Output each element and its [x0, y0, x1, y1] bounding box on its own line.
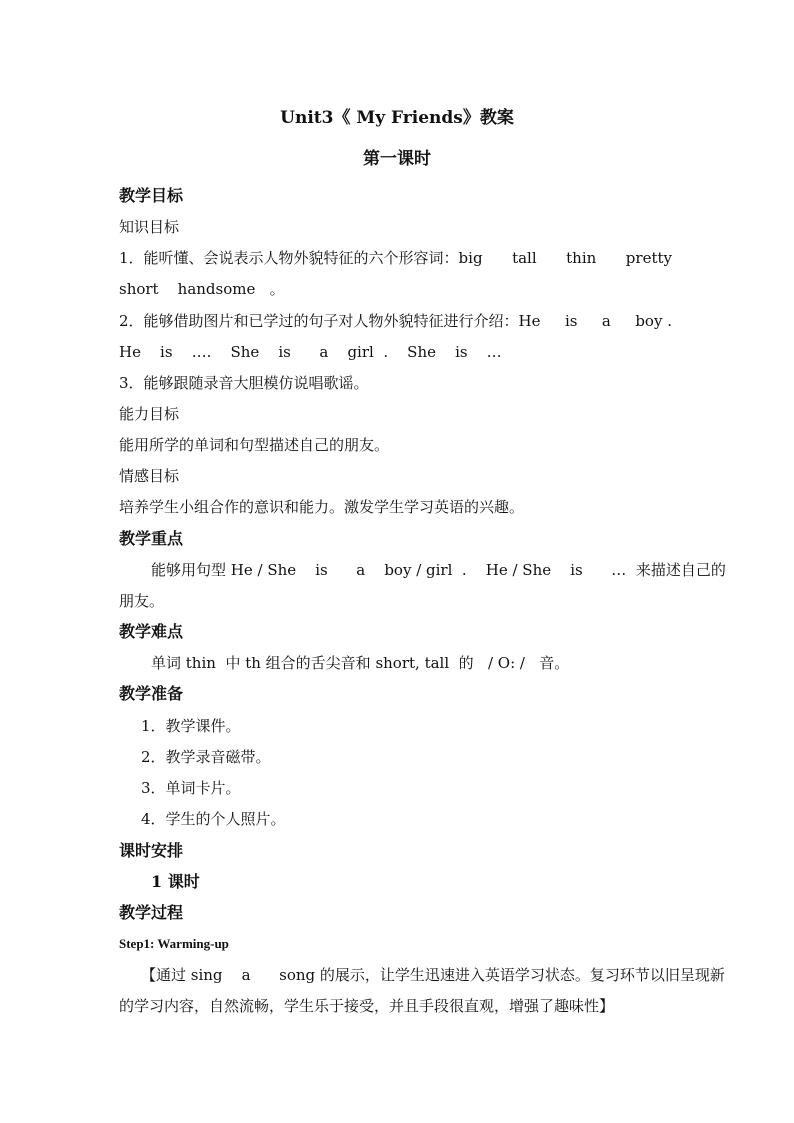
- step1-heading: Step1: Warming-up: [119, 936, 229, 951]
- step1-note-line2: 的学习内容，自然流畅，学生乐于接受，并且手段很直观，增强了趣味性】: [119, 997, 615, 1015]
- emotion-heading: 情感目标: [119, 467, 180, 485]
- document-title: Unit3《 My Friends》教案: [280, 108, 514, 128]
- knowledge-item-3: 3．能够跟随录音大胆模仿说唱歌谣。: [119, 374, 369, 392]
- ability-heading: 能力目标: [119, 405, 180, 423]
- goals-heading: 教学目标: [119, 186, 184, 205]
- knowledge-item-2-line1: [119, 311, 672, 331]
- key-points-line1: 能够用句型 He / She is a boy / girl . He / She is … 来描述自己的: [151, 561, 726, 579]
- ability-text: 能用所学的单词和句型描述自己的朋友。: [119, 436, 390, 454]
- schedule-text: 1 课时: [151, 872, 200, 891]
- preparation-item: 1．教学课件。: [141, 717, 241, 735]
- preparation-item: 2．教学录音磁带。: [141, 748, 271, 766]
- k1-word: thin: [566, 249, 597, 267]
- k1-word: 1．能听懂、会说表示人物外貌特征的六个形容词：big: [119, 249, 483, 267]
- k2-word: 2．能够借助图片和已学过的句子对人物外貌特征进行介绍：He: [119, 312, 541, 330]
- schedule-heading: 课时安排: [119, 841, 184, 860]
- difficulties-text: 单词 thin 中 th 组合的舌尖音和 short, tall 的 / O: / 音。: [151, 654, 570, 672]
- key-points-heading: 教学重点: [119, 529, 184, 548]
- k2-word: is: [564, 312, 578, 330]
- knowledge-item-2-line2: He is …. She is a girl . She is …: [119, 343, 502, 361]
- step1-note-line1: 【通过 sing a song 的展示，让学生迅速进入英语学习状态。复习环节以旧呈现新: [141, 966, 725, 984]
- emotion-text: 培养学生小组合作的意识和能力。激发学生学习英语的兴趣。: [119, 498, 525, 516]
- k1-word: tall: [512, 249, 537, 267]
- k1-word: pretty: [625, 249, 672, 267]
- preparation-heading: 教学准备: [119, 684, 184, 703]
- preparation-item: 3．单词卡片。: [141, 779, 241, 797]
- preparation-item: 4．学生的个人照片。: [141, 810, 286, 828]
- knowledge-heading: 知识目标: [119, 218, 180, 236]
- difficulties-heading: 教学难点: [119, 622, 184, 641]
- knowledge-item-1-line1: [119, 248, 672, 268]
- lesson-subtitle: 第一课时: [363, 149, 431, 169]
- k2-word: boy .: [635, 312, 672, 330]
- knowledge-item-1-line2: short handsome 。: [119, 280, 285, 298]
- process-heading: 教学过程: [119, 903, 184, 922]
- k2-word: a: [601, 312, 611, 330]
- key-points-line2: 朋友。: [119, 592, 165, 610]
